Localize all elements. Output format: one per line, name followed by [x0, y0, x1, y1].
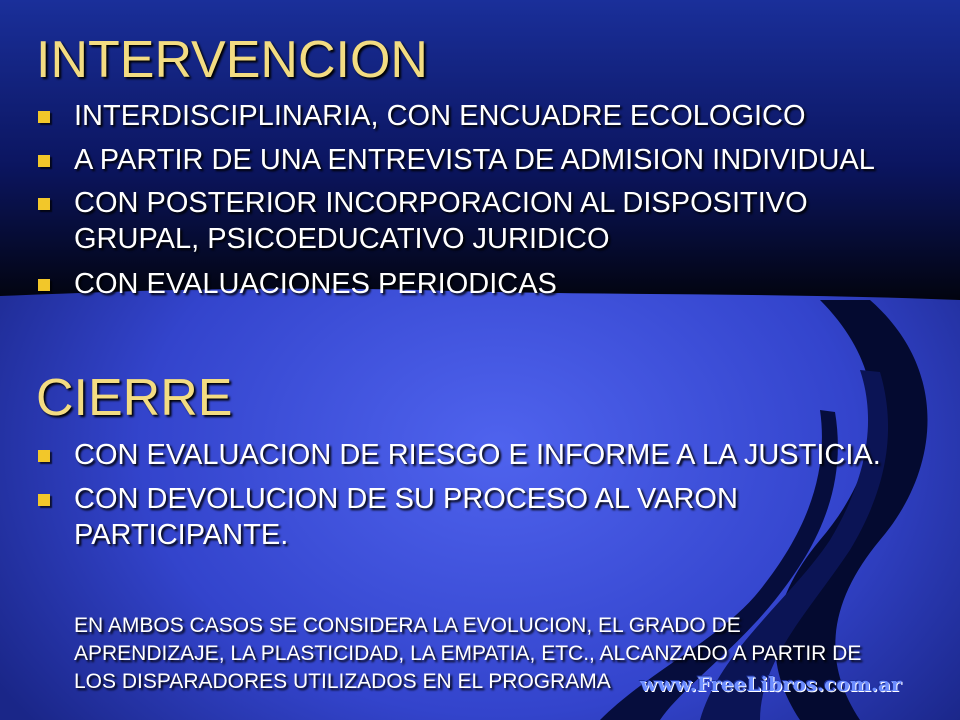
bullet-item [36, 266, 916, 302]
bullet-text: CON POSTERIOR INCORPORACION AL DISPOSITIVO GRUPAL, PSICOEDUCATIVO JURIDICO [74, 187, 808, 255]
bullet-text: CON EVALUACIONES PERIODICAS [74, 268, 557, 300]
bullet-item [36, 481, 916, 553]
square-bullet-icon [38, 279, 50, 291]
bullet-text: CON EVALUACION DE RIESGO E INFORME A LA JUSTICIA. [74, 439, 881, 471]
bullet-item [36, 437, 916, 473]
square-bullet-icon [38, 111, 50, 123]
square-bullet-icon [38, 494, 50, 506]
bullet-text: CON DEVOLUCION DE SU PROCESO AL VARON PARTICIPANTE. [74, 483, 738, 551]
closing-bullet-list [36, 437, 916, 553]
bullet-text: A PARTIR DE UNA ENTREVISTA DE ADMISION INDIVIDUAL [74, 144, 875, 176]
slide-title-cierre: CIERRE [36, 369, 233, 427]
bullet-text: INTERDISCIPLINARIA, CON ENCUADRE ECOLOGICO [74, 100, 806, 132]
bullet-item [36, 98, 916, 134]
bullet-item [36, 185, 916, 257]
slide-title-intervencion: INTERVENCION [36, 31, 428, 89]
square-bullet-icon [38, 155, 50, 167]
intervention-bullet-list [36, 98, 916, 302]
square-bullet-icon [38, 450, 50, 462]
closing-note: EN AMBOS CASOS SE CONSIDERA LA EVOLUCION, EL GRADO DE APRENDIZAJE, LA PLASTICIDAD, LA EMPATIA, ETC., ALCANZADO A PARTIR DE LOS DISPARADORES UTILIZADOS EN EL PROGRAMA [74, 614, 862, 693]
bullet-item [36, 142, 916, 178]
square-bullet-icon [38, 198, 50, 210]
watermark: www.FreeLibros.com.ar [640, 672, 902, 696]
